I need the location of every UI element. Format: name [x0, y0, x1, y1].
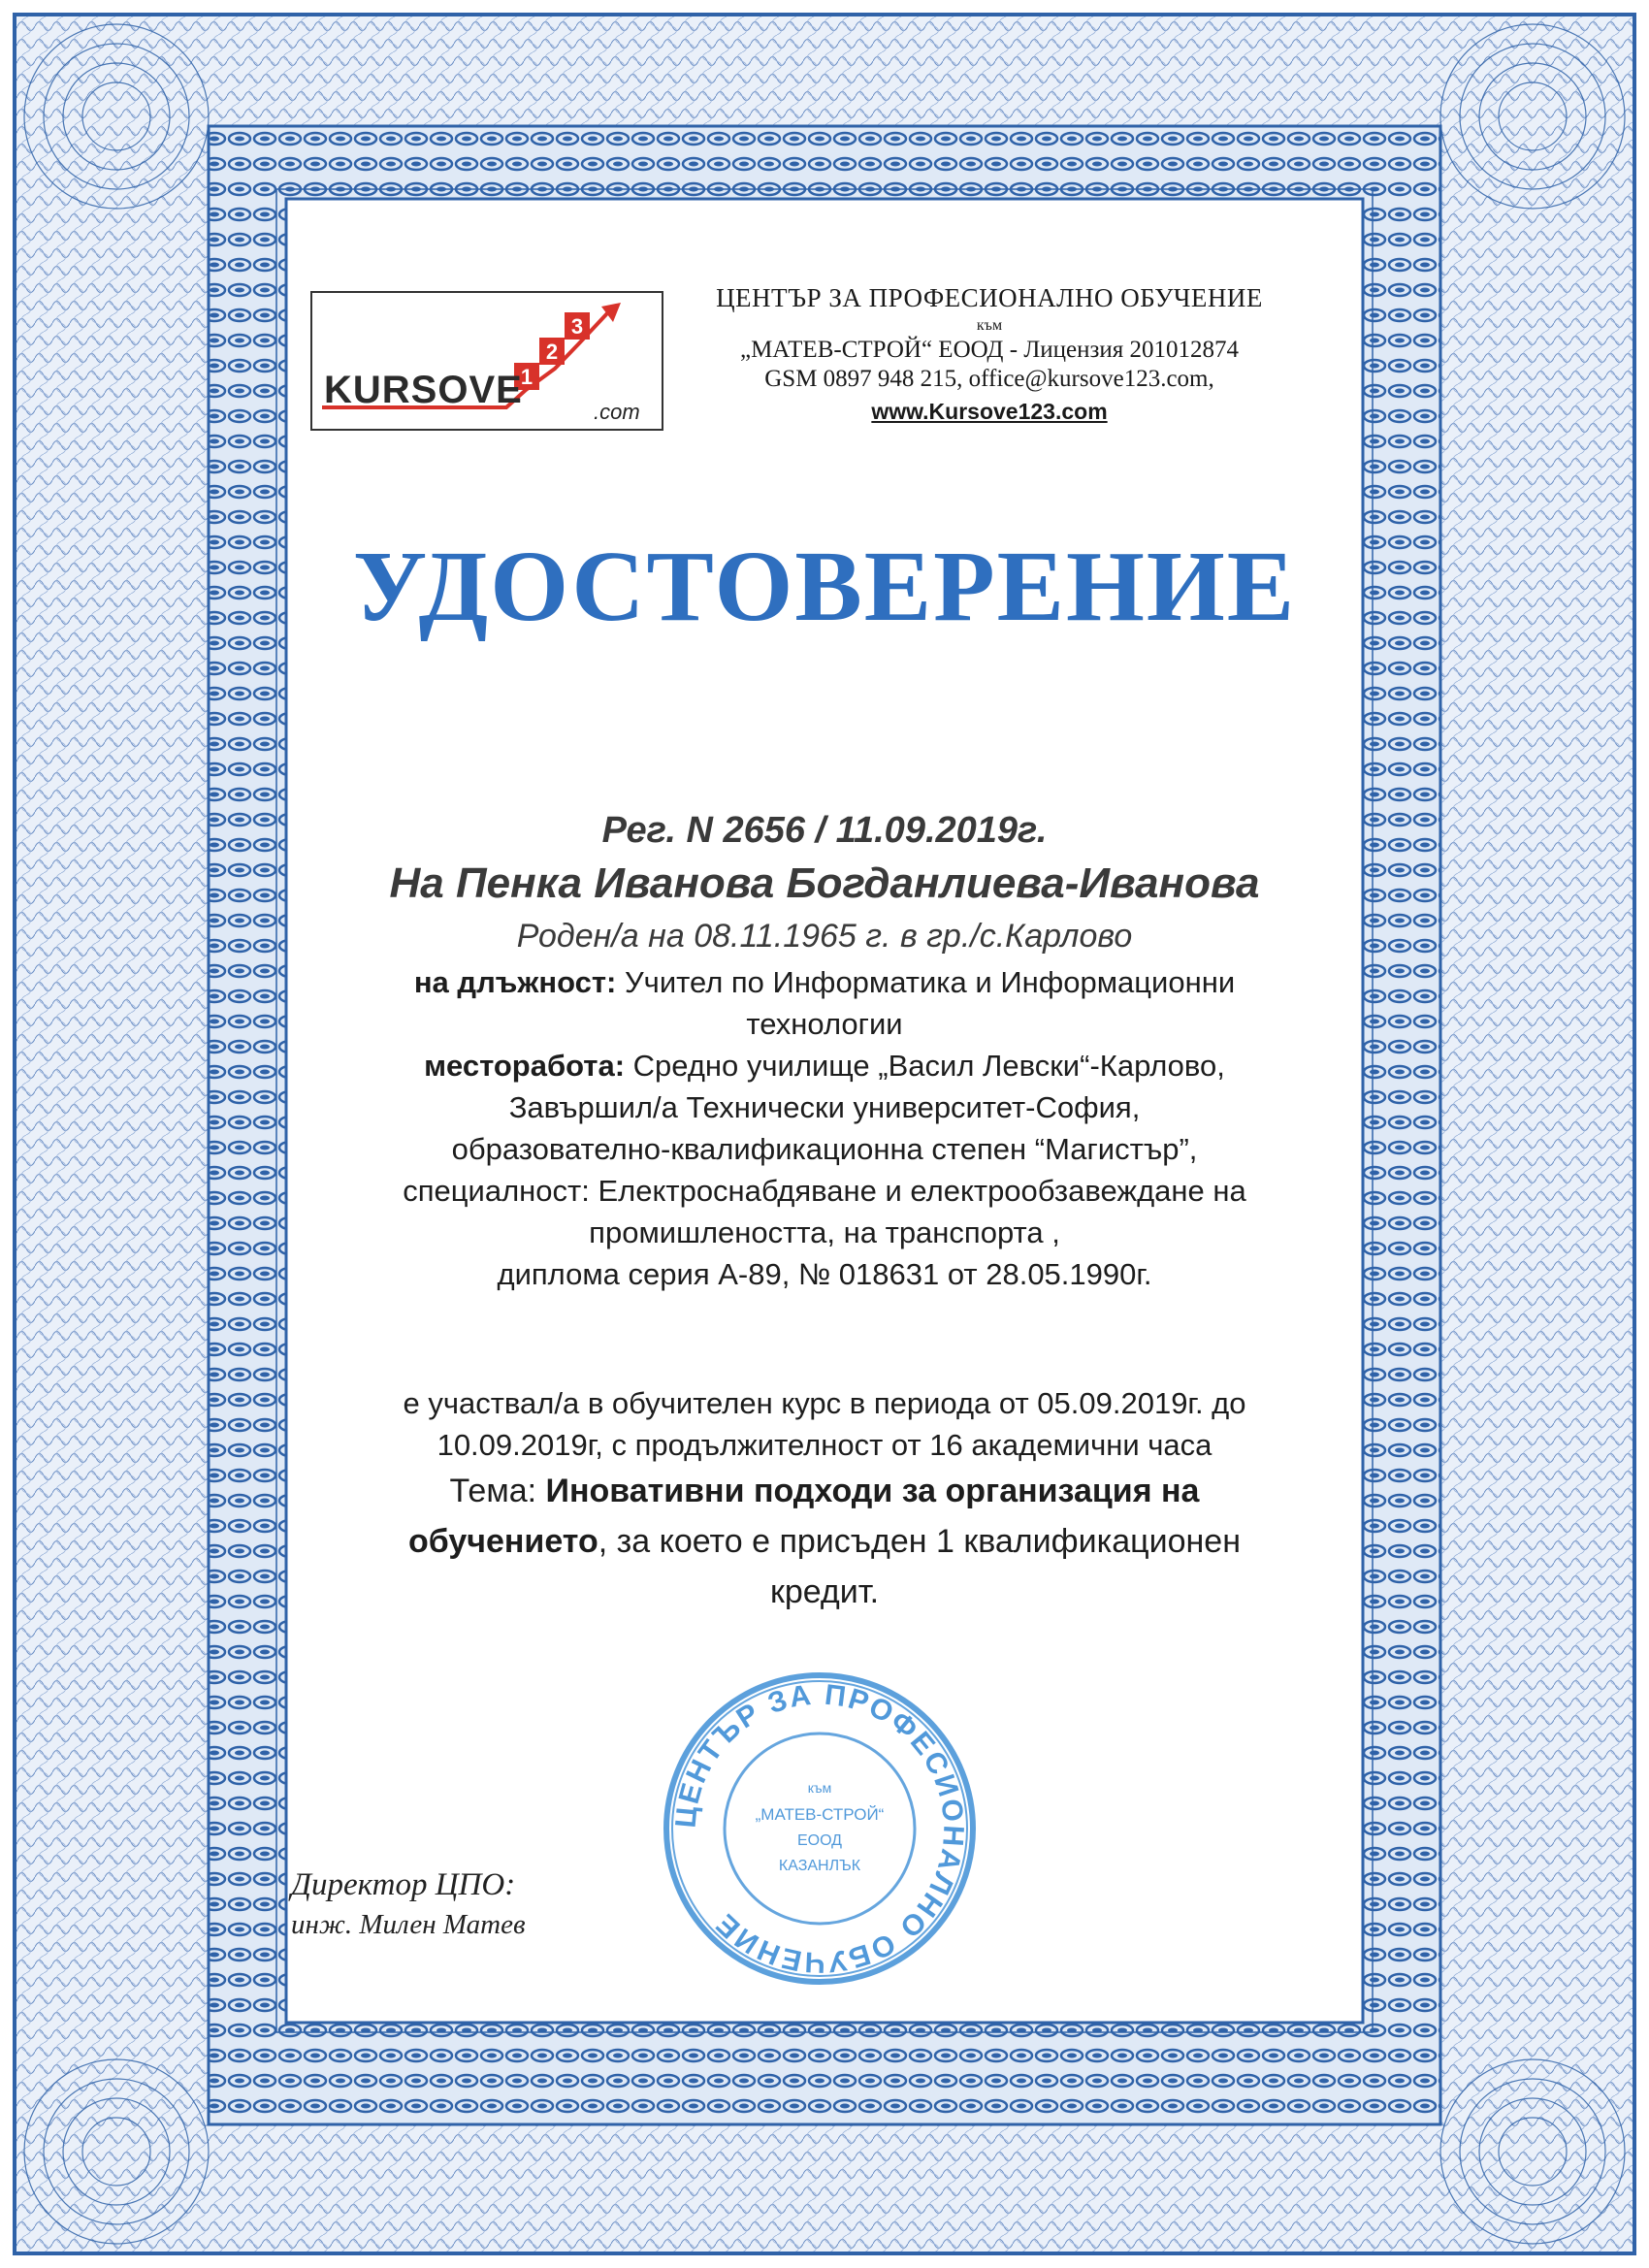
logo-digit-3: 3 — [570, 314, 584, 339]
signature-block — [291, 1867, 526, 1941]
stamp-inner-1: към — [807, 1780, 832, 1796]
stamp-inner-4: КАЗАНЛЪК — [778, 1858, 861, 1874]
topic-line-2 — [291, 1516, 1358, 1567]
org-license: „МАТЕВ-СТРОЙ“ ЕООД - Лицензия 201012874 — [739, 337, 1240, 363]
document-title: УДОСТОВЕРЕНИЕ — [352, 531, 1297, 642]
graduated-line: Завършил/а Технически университет-София, — [508, 1090, 1141, 1124]
signatory-name: инж. Милен Матев — [291, 1909, 526, 1940]
course-duration-line: 10.09.2019г, с продължителност от 16 академични часа — [436, 1428, 1212, 1462]
topic-line — [291, 1466, 1358, 1516]
logo-digit-2: 2 — [545, 340, 559, 364]
stamp-inner-2: „МАТЕВ-СТРОЙ“ — [755, 1805, 885, 1824]
topic-title-part2: обучението — [408, 1523, 598, 1560]
recipient-name: На Пенка Иванова Богданлиева-Иванова — [389, 859, 1260, 907]
workplace-label: месторабота: — [424, 1049, 626, 1083]
position-line — [291, 961, 1358, 1003]
credit-text: , за което е присъден 1 квалификационен — [598, 1523, 1241, 1560]
position-label: на длъжност: — [413, 965, 617, 999]
topic-label: Тема: — [449, 1473, 546, 1509]
degree-line: образователно-квалификационна степен “Магистър”, — [451, 1132, 1198, 1166]
org-website-link[interactable]: www.Kursove123.com — [871, 399, 1108, 424]
workplace-line — [291, 1045, 1358, 1086]
topic-title-part1: Иновативни подходи за организация на — [545, 1473, 1200, 1509]
certificate-body — [291, 810, 1358, 1617]
logo-digit-1: 1 — [520, 365, 534, 389]
specialty-line: специалност: Електроснабдяване и електрообзавеждане на — [403, 1174, 1246, 1208]
logo-domain: .com — [594, 400, 640, 424]
signatory-role: Директор ЦПО: — [291, 1867, 516, 1902]
position-value: Учител по Информатика и Информационни — [616, 965, 1236, 999]
org-name: ЦЕНТЪР ЗА ПРОФЕСИОНАЛНО ОБУЧЕНИЕ — [716, 283, 1263, 312]
stamp-ring-text: ЦЕНТЪР ЗА ПРОФЕСИОНАЛНО ОБУЧЕНИЕ — [669, 1678, 970, 1979]
credit-end: кредит. — [769, 1573, 880, 1610]
org-contacts: GSM 0897 948 215, office@kursove123.com, — [764, 366, 1214, 392]
registration-number: Рег. N 2656 / 11.09.2019г. — [601, 810, 1048, 851]
logo-brand: KURSOVE — [324, 369, 523, 411]
birth-info: Роден/а на 08.11.1965 г. в гр./с.Карлово — [516, 918, 1133, 955]
kursove-logo — [310, 291, 663, 431]
specialty-line-cont: промишлеността, на транспорта , — [589, 1215, 1060, 1249]
organization-header — [669, 283, 1310, 425]
stamp-inner-3: ЕООД — [796, 1832, 843, 1849]
official-stamp — [660, 1669, 980, 1989]
diploma-line: диплома серия А-89, № 018631 от 28.05.1990г. — [497, 1257, 1152, 1291]
position-value-cont: технологии — [746, 1007, 903, 1041]
workplace-value: Средно училище „Васил Левски“-Карлово, — [625, 1049, 1225, 1083]
org-affiliation: към — [976, 317, 1003, 334]
course-period-line: е участвал/а в обучителен курс в периода от 05.09.2019г. до — [403, 1386, 1246, 1420]
